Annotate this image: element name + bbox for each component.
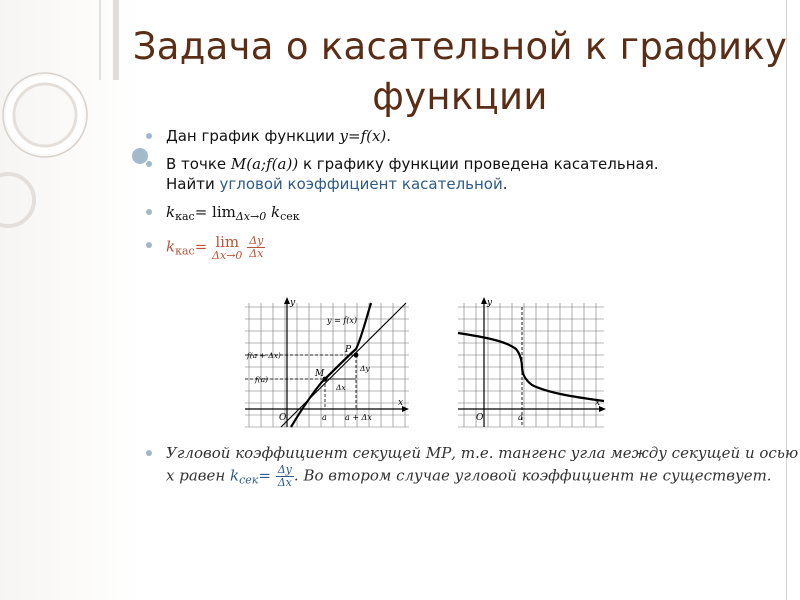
graphs-figure (241, 293, 609, 433)
formula-k: k (166, 237, 176, 256)
bullet-dot-icon (146, 209, 152, 215)
bullet-item-4 (146, 235, 786, 263)
bullet-dot-icon (146, 242, 152, 248)
bullet-2-text2: к графику функции проведена касательная. (298, 155, 659, 173)
graph2-y-label: y (487, 298, 493, 308)
graph1-fadx-label: f(a + Δx) (247, 351, 281, 360)
bullet-dot-icon (146, 450, 152, 456)
graph-secant (241, 293, 413, 437)
bullet-dot-icon (146, 133, 152, 139)
formula-k2: k (271, 203, 281, 221)
bullet-dot-icon (146, 161, 152, 167)
graph1-x-label: x (398, 398, 404, 408)
formula-eq-lim: = lim (194, 203, 236, 221)
note-k: k (230, 466, 240, 485)
point-p-icon (354, 353, 359, 358)
graph1-p-label: P (345, 345, 352, 355)
graph1-adx-label: a + Δx (345, 413, 372, 422)
title-line-1: Задача о касательной к графику (132, 25, 788, 68)
formula-lim-sub: Δx→0 (235, 210, 267, 223)
slide-title (130, 22, 790, 122)
graph-vertical-svg (454, 293, 609, 433)
grid-lines (458, 303, 604, 427)
note-text-1: Угловой коэффициент секущей МР, т.е. тангенс угла между секущей и осью x равен (166, 444, 799, 485)
formula-k: k (166, 203, 176, 221)
note-eq: = (258, 466, 271, 485)
formula-k2-sub: сек (280, 210, 300, 223)
formula-fraction (247, 235, 265, 260)
bullet-2-text: В точке (166, 155, 231, 173)
note-fraction (276, 464, 294, 489)
bullet-item-3 (146, 202, 786, 227)
conclusion-note (146, 442, 800, 492)
graph1-fa-label: f(a) (255, 375, 269, 384)
fraction-denominator: Δx (249, 247, 264, 260)
graph1-func-label: y = f(x) (327, 316, 358, 325)
bullet-item-2 (146, 154, 786, 194)
bullet-1-tail: . (386, 127, 392, 145)
graph-vertical-tangent (454, 293, 609, 437)
graph2-a-label: a (518, 413, 523, 422)
graph2-x-label: x (595, 398, 601, 408)
bullet-list (146, 126, 786, 271)
bullet-1-formula: y=f(x) (339, 127, 387, 145)
bullet-item-1 (146, 126, 786, 146)
limit-sub: Δx→0 (212, 249, 243, 262)
formula-limit (212, 235, 242, 263)
formula-k-sub: кас (175, 244, 195, 258)
note-text-2: . Во втором случае угловой коэффициент не существует. (293, 466, 772, 485)
note-k-sub: сек (239, 473, 259, 487)
bullet-1-text: Дан график функции (166, 127, 340, 145)
formula-k-sub: кас (175, 210, 195, 223)
graph1-origin-label: O (279, 413, 287, 423)
graph1-m-label: M (315, 369, 325, 379)
graph-secant-svg (241, 293, 413, 433)
note-fraction-numerator: Δy (277, 463, 292, 476)
bullet-2-point: M(a;f(a)) (230, 155, 299, 173)
formula-eq: = (194, 237, 208, 256)
title-line-2: функции (372, 75, 548, 118)
bullet-2-highlight: угловой коэффициент касательной (219, 175, 503, 193)
graph1-dx-label: Δx (336, 383, 346, 392)
graph1-a-label: a (322, 413, 327, 422)
decorative-circles (0, 0, 150, 240)
bullet-2-line2: Найти (166, 175, 220, 193)
graph2-origin-label: O (476, 413, 484, 423)
graph1-y-label: y (290, 298, 296, 308)
graph1-dy-label: Δy (360, 364, 370, 373)
note-fraction-denominator: Δx (277, 476, 292, 489)
bullet-2-tail: . (502, 175, 508, 193)
limit-label: lim (215, 233, 240, 251)
fraction-numerator: Δy (249, 234, 264, 247)
